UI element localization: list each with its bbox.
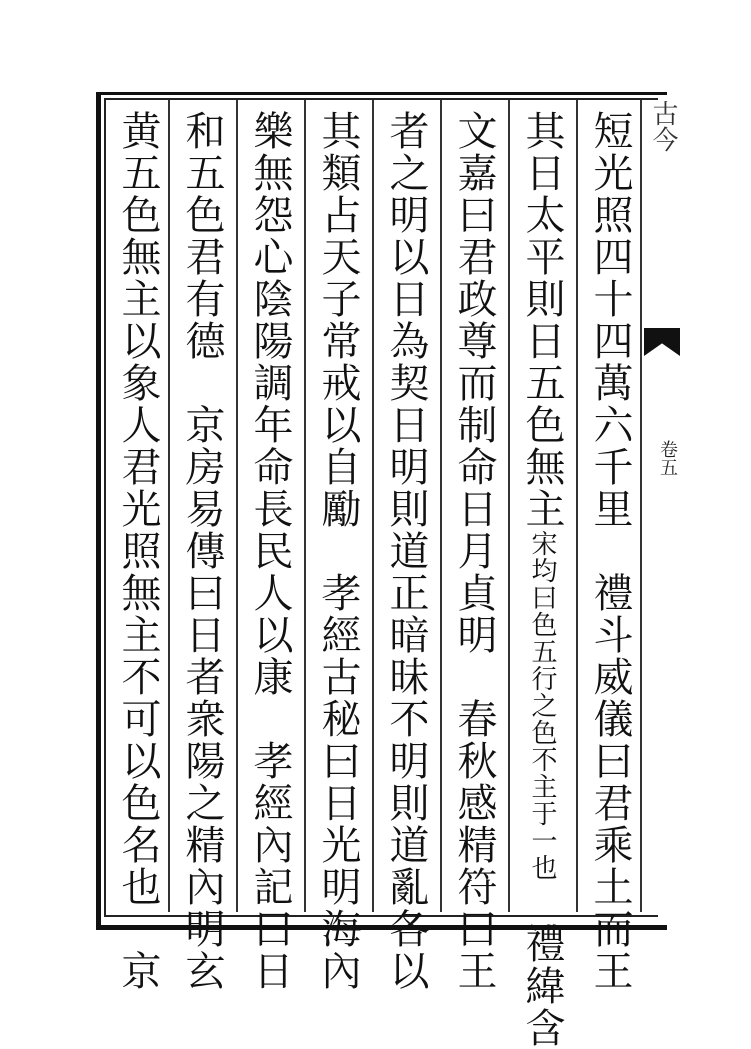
text-column-8 (110, 110, 166, 992)
column-rule (372, 100, 374, 912)
text-column-1 (582, 110, 638, 992)
text-column-2 (514, 110, 570, 1049)
column-1-text-b: 禮斗威儀曰君乘土而王 (587, 572, 633, 992)
note-line-left: 色不主于一也 (527, 719, 557, 881)
column-8-text-b: 京 (115, 950, 161, 992)
column-rule (508, 100, 510, 912)
interlinear-note (514, 530, 570, 881)
note-line-right: 宋均曰色五行之 (527, 530, 557, 719)
column-8-text-a: 黄五色無主以象人君光照無主不可以色名也 (115, 110, 161, 908)
column-rule (440, 100, 442, 912)
column-2-text-a: 其日太平則日五色無主 (519, 110, 565, 530)
juan-label: 卷五 (657, 440, 678, 476)
column-rule (236, 100, 238, 912)
column-6-text-b: 孝經內記曰日 (247, 740, 293, 992)
text-column-6 (242, 110, 298, 992)
column-7-text-b: 京房易傳曰日者衆陽之精內明玄 (179, 404, 225, 992)
column-3-text-b: 春秋感精符曰王 (451, 698, 497, 992)
column-rule (640, 100, 642, 912)
column-2-text-b: 禮緯含 (519, 923, 565, 1049)
fold-title: 古今 (648, 100, 678, 152)
column-rule (304, 100, 306, 912)
column-5-text-a: 其類占天子常戒以自勵 (315, 110, 361, 530)
text-column-5 (310, 110, 366, 992)
column-rule (168, 100, 170, 912)
column-3-text-a: 文嘉曰君政尊而制命日月貞明 (451, 110, 497, 656)
column-6-text-a: 樂無怨心陰陽調年命長民人以康 (247, 110, 293, 698)
column-7-text-a: 和五色君有德 (179, 110, 225, 362)
column-rule (576, 100, 578, 912)
text-column-7 (174, 110, 230, 992)
column-1-text-a: 短光照四十四萬六千里 (587, 110, 633, 530)
text-column-3 (446, 110, 502, 992)
text-column-4 (378, 110, 434, 992)
column-5-text-b: 孝經古秘曰日光明海內 (315, 572, 361, 992)
column-4-text-a: 者之明以日為契日明則道正暗昧不明則道亂各以 (383, 110, 429, 992)
